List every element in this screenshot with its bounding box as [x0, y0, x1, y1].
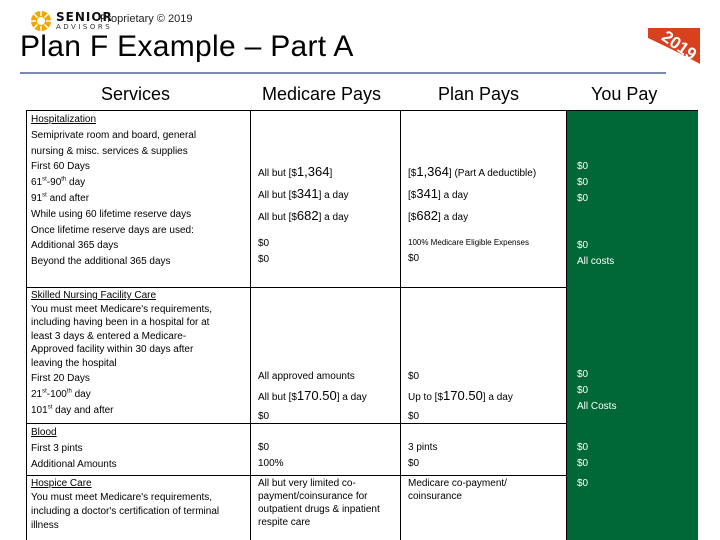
you-pay-cell-hospice: [577, 476, 588, 492]
service-item: Additional Amounts: [31, 459, 117, 470]
plan-cell-hospice: [408, 477, 558, 503]
column-header-plan-pays: Plan Pays: [438, 84, 520, 104]
plan-value: Medicare co-payment/ coinsurance: [408, 478, 507, 502]
plan-value: [$341] a day: [408, 186, 469, 201]
you-pay-value: $0: [577, 385, 589, 396]
you-pay-cell-skilled-nursing: [577, 367, 616, 415]
row-heading-skilled-nursing: Skilled Nursing Facility Care: [31, 290, 157, 301]
medicare-value: $0: [258, 442, 270, 453]
medicare-value: All but [$1,364]: [258, 164, 333, 179]
sun-logo-icon: [30, 10, 52, 32]
column-header-medicare-pays: Medicare Pays: [262, 84, 382, 104]
service-description: Approved facility within 30 days after: [31, 344, 194, 356]
service-item: 21st-100th day: [31, 388, 91, 400]
you-pay-value: $0: [577, 442, 589, 453]
service-description: nursing & misc. services & supplies: [31, 145, 188, 157]
service-description: You must meet Medicare's requirements, including a doctor's certification of terminal illness: [31, 492, 220, 531]
plan-value: [$682] a day: [408, 208, 469, 223]
you-pay-value: $0: [577, 478, 589, 489]
plan-value: $0: [408, 253, 420, 264]
services-cell-blood: [31, 425, 247, 473]
medicare-value: All approved amounts: [258, 371, 355, 382]
medicare-value: All but very limited co-payment/coinsurance for outpatient drugs & inpatient respite care: [258, 478, 380, 528]
services-cell-hospice: [31, 477, 247, 533]
title-underline: [20, 72, 666, 74]
column-divider: [250, 110, 251, 540]
plan-cell-hospitalization: [408, 164, 564, 226]
service-item: 101st day and after: [31, 404, 114, 416]
row-divider: [26, 287, 566, 288]
service-item: 61st-90th day: [31, 176, 86, 189]
plan-value: $0: [408, 458, 420, 469]
you-pay-value: All Costs: [577, 401, 617, 412]
plan-cell-blood: [408, 440, 437, 472]
copyright-notice: Proprietary © 2019: [100, 13, 193, 25]
services-cell-skilled-nursing: [31, 289, 247, 419]
medicare-value: All but [$170.50] a day: [258, 388, 367, 403]
column-divider: [26, 110, 27, 540]
row-heading-hospice: Hospice Care: [31, 478, 92, 489]
service-description: least 3 days & entered a Medicare-: [31, 330, 187, 342]
year-badge-text: 2019: [658, 26, 701, 65]
medicare-cell-hospitalization: [258, 164, 398, 226]
plan-cell-hospitalization-reserve: [408, 235, 564, 267]
service-item: Beyond the additional 365 days: [31, 256, 171, 268]
plan-value: 3 pints: [408, 442, 438, 453]
medicare-value: All but [$341] a day: [258, 186, 349, 201]
you-pay-cell-hospitalization: [577, 159, 588, 207]
column-header-you-pay: You Pay: [591, 84, 658, 104]
service-description: including having been in a hospital for at: [31, 317, 210, 329]
you-pay-value: $0: [577, 240, 589, 251]
column-header-services: Services: [101, 84, 171, 104]
you-pay-value: $0: [577, 369, 589, 380]
you-pay-value: $0: [577, 458, 589, 469]
plan-value: Up to [$170.50] a day: [408, 388, 513, 403]
logo-text-advisors: ADVISORS: [56, 23, 113, 31]
medicare-value: 100%: [258, 458, 284, 469]
medicare-value: $0: [258, 254, 270, 265]
service-item: While using 60 lifetime reserve days: [31, 208, 192, 220]
medicare-cell-skilled-nursing: [258, 367, 398, 426]
logo-text-senior: SENIOR: [56, 10, 113, 24]
you-pay-value: All costs: [577, 256, 615, 267]
medicare-value: $0: [258, 238, 270, 249]
plan-value: [$1,364] (Part A deductible): [408, 164, 537, 179]
service-item: Additional 365 days: [31, 240, 119, 252]
service-item: First 20 Days: [31, 372, 90, 384]
service-description: Semiprivate room and board, general: [31, 129, 197, 141]
plan-value: 100% Medicare Eligible Expenses: [408, 238, 529, 247]
service-item: 91st and after: [31, 192, 90, 204]
page-title: Plan F Example – Part A: [20, 30, 354, 63]
service-item: First 3 pints: [31, 443, 83, 454]
row-divider: [26, 475, 566, 476]
medicare-value: $0: [258, 411, 270, 422]
row-heading-hospitalization: Hospitalization: [31, 114, 97, 125]
service-description: You must meet Medicare's requirements,: [31, 303, 213, 315]
service-item: Once lifetime reserve days are used:: [31, 224, 194, 236]
plan-value: $0: [408, 371, 420, 382]
you-pay-cell-blood: [577, 440, 588, 472]
table-border-top: [26, 110, 698, 111]
you-pay-value: $0: [577, 161, 589, 172]
you-pay-value: $0: [577, 177, 589, 188]
service-description: leaving the hospital: [31, 357, 117, 369]
row-heading-blood: Blood: [31, 427, 57, 438]
plan-cell-skilled-nursing: [408, 367, 564, 426]
service-item: First 60 Days: [31, 161, 90, 173]
medicare-cell-blood: [258, 440, 284, 472]
plan-value: $0: [408, 411, 420, 422]
year-badge: [642, 24, 704, 78]
medicare-cell-hospice: [258, 477, 398, 529]
column-divider: [566, 110, 567, 540]
you-pay-cell-hospitalization-reserve: [577, 238, 614, 270]
you-pay-value: $0: [577, 193, 589, 204]
services-cell-hospitalization: [31, 112, 247, 270]
column-divider: [400, 110, 401, 540]
medicare-value: All but [$682] a day: [258, 208, 349, 223]
medicare-cell-hospitalization-reserve: [258, 236, 269, 268]
